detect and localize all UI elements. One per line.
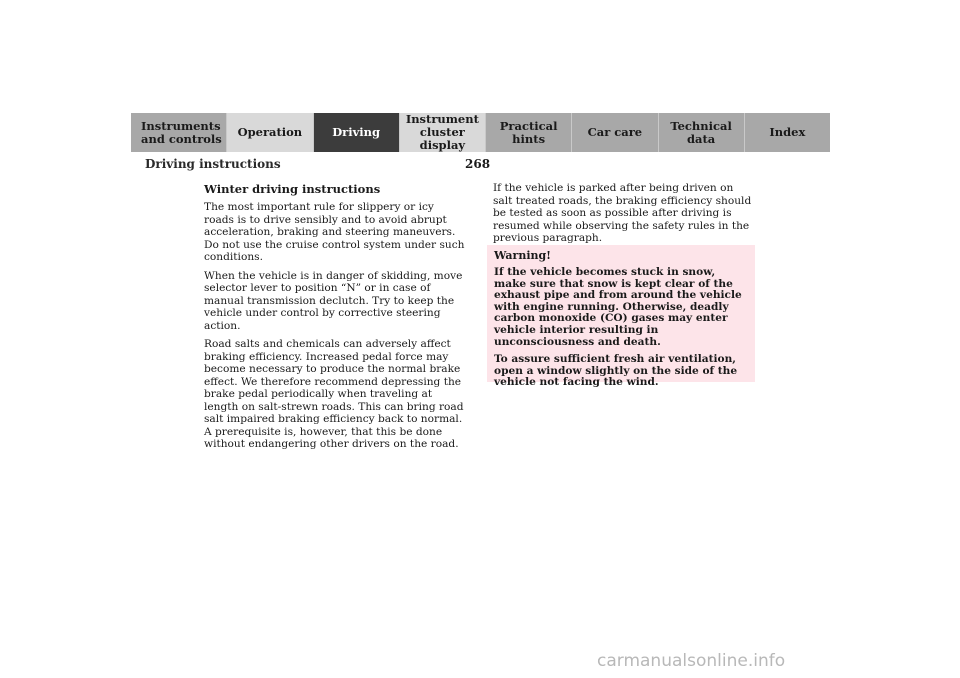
tab-practical-hints[interactable]: Practical hints — [486, 113, 572, 152]
warning-paragraph: To assure sufficient fresh air ventilation, open a window slightly on the side of the vehicle not facing the wind. — [494, 353, 738, 389]
page-number: 268 — [465, 157, 491, 171]
tab-index[interactable]: Index — [745, 113, 830, 152]
paragraph: If the vehicle is parked after being driven on salt treated roads, the braking efficiency should be tested as soon as possible after driving is resumed while observing the safety rules in the previous paragraph. — [493, 182, 752, 244]
right-column — [493, 182, 755, 251]
tab-technical-data[interactable]: Technical data — [659, 113, 745, 152]
watermark: carmanualsonline.info — [597, 651, 786, 671]
left-column — [204, 182, 466, 457]
section-title: Driving instructions — [145, 157, 281, 171]
section-tabs — [131, 113, 830, 152]
warning-title: Warning! — [494, 249, 552, 262]
article-heading: Winter driving instructions — [204, 182, 381, 196]
warning-paragraph: If the vehicle becomes stuck in snow, make sure that snow is kept clear of the exhaust pipe and from around the vehicle with engine running. Otherwise, deadly carbon monoxide (CO) gases may enter vehicle interior resulting in unconsciousness and death. — [494, 266, 742, 348]
tab-operation[interactable]: Operation — [227, 113, 313, 152]
paragraph: When the vehicle is in danger of skidding, move selector lever to position “N” or in case of manual transmission declutch. Try to keep the vehicle under control by corrective steering action. — [204, 269, 463, 332]
paragraph: Road salts and chemicals can adversely affect braking efficiency. Increased pedal force may become necessary to produce the normal brake effect. We therefore recommend depressing the brake pedal periodically when traveling at length on salt-strewn roads. This can bring road salt impaired braking efficiency back to normal. A prerequisite is, however, that this be done without endangering other drivers on the road. — [204, 338, 464, 450]
paragraph: The most important rule for slippery or icy roads is to drive sensibly and to avoid abrupt acceleration, braking and steering maneuvers. Do not use the cruise control system under such conditions. — [204, 201, 465, 263]
tab-instrument-cluster-display[interactable]: Instrument cluster display — [400, 113, 486, 152]
warning-box — [487, 245, 755, 389]
tab-car-care[interactable]: Car care — [572, 113, 658, 152]
tab-instruments-and-controls[interactable]: Instruments and controls — [131, 113, 227, 152]
tab-driving[interactable]: Driving — [314, 113, 400, 152]
